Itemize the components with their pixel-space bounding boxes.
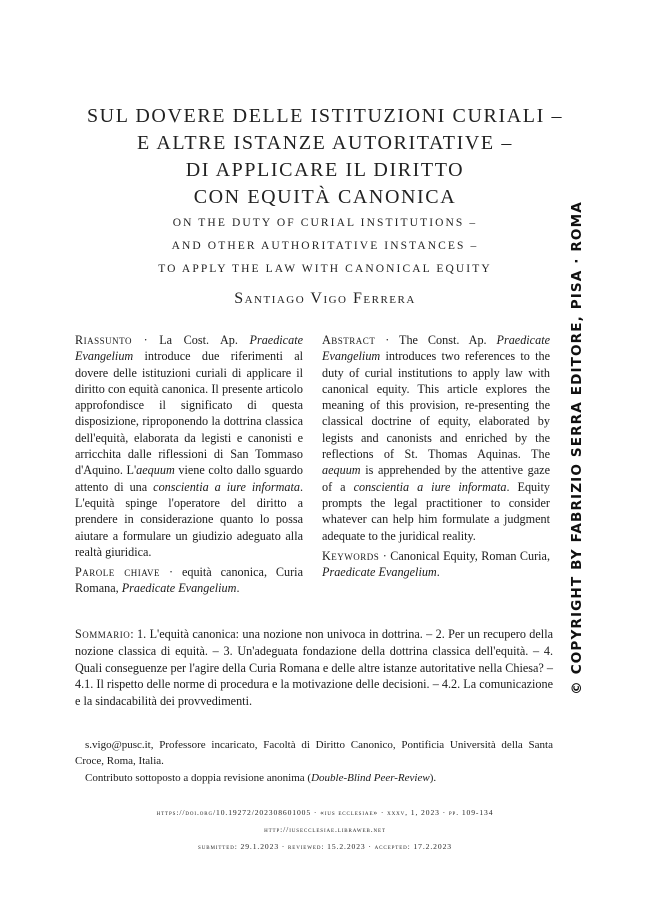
separator: · bbox=[379, 548, 391, 563]
keywords-text: Canonical Equity, Roman Curia, bbox=[390, 548, 551, 563]
keywords-italic: Praedicate Evangelium bbox=[322, 565, 437, 580]
title-line: DI APPLICARE IL DIRITTO bbox=[185, 159, 465, 181]
doi-line: https://doi.org/10.19272/202308601005 · «ius ecclesiae» · xxxv, 1, 2023 · pp. 109-134 bbox=[156, 808, 494, 817]
review-text: Contributo sottoposto a doppia revisione anonima ( bbox=[85, 772, 312, 784]
riassunto-italic: Praedicate Evangelium bbox=[75, 333, 303, 364]
separator: · bbox=[160, 565, 182, 580]
riassunto-text: . L'equità spinge l'operatore del diritto a prendere in considerazione quanto lo possa aiutare a formulare un giudizio adeguato alla realtà giuridica. bbox=[75, 479, 303, 559]
keywords-label: Keywords bbox=[322, 548, 380, 563]
parole-chiave-text: . bbox=[236, 581, 240, 596]
review-italic: Double-Blind Peer-Review bbox=[311, 772, 430, 784]
copyright-text: © COPYRIGHT BY FABRIZIO SERRA EDITORE, PISA · ROMA bbox=[569, 201, 585, 695]
riassunto-text: La Cost. Ap. bbox=[159, 333, 250, 347]
affiliation-note: s.vigo@pusc.it, Professore incaricato, Facoltà di Diritto Canonico, Pontificia Università della Santa Croce, Roma, Italia. bbox=[75, 739, 553, 767]
english-title bbox=[0, 212, 650, 281]
abstract-label: Abstract bbox=[322, 333, 376, 347]
subtitle-line: ON THE DUTY OF CURIAL INSTITUTIONS – bbox=[172, 217, 478, 229]
abstract-text: . Equity prompts the legal practitioner to consider whatever can help him formulate a judgment adequate to the juridical reality. bbox=[322, 479, 551, 543]
separator: · bbox=[131, 333, 160, 347]
parole-chiave-label: Parole chiave bbox=[75, 565, 161, 580]
separator: · bbox=[375, 333, 400, 347]
abstract-paragraph bbox=[322, 332, 550, 544]
title-line: E ALTRE ISTANZE AUTORITATIVE – bbox=[137, 132, 513, 154]
riassunto-italic: conscientia a iure informata bbox=[153, 479, 300, 494]
subtitle-line: TO APPLY THE LAW WITH CANONICAL EQUITY bbox=[158, 263, 492, 275]
copyright-notice bbox=[562, 201, 592, 695]
abstract-italic: conscientia a iure informata bbox=[353, 479, 507, 494]
abstract-text: The Const. Ap. bbox=[399, 333, 497, 347]
author-note bbox=[75, 738, 553, 787]
keywords-paragraph bbox=[322, 548, 550, 581]
italian-abstract-column bbox=[75, 332, 303, 597]
review-note bbox=[75, 771, 553, 787]
riassunto-paragraph bbox=[75, 332, 303, 560]
article-title bbox=[0, 103, 650, 211]
abstract-text: is apprehended by the attentive gaze of a bbox=[322, 463, 550, 494]
parole-chiave-paragraph bbox=[75, 564, 303, 597]
riassunto-text: viene colto dallo sguardo attento di una bbox=[75, 463, 303, 494]
abstract-italic: Praedicate Evangelium bbox=[322, 333, 550, 364]
riassunto-label: Riassunto bbox=[75, 333, 132, 347]
website-line: http://iusecclesiae.libraweb.net bbox=[264, 825, 386, 834]
keywords-text: . bbox=[436, 565, 440, 580]
title-line: SUL DOVERE DELLE ISTITUZIONI CURIALI – bbox=[86, 105, 564, 127]
abstract-text: introduces two references to the duty of curial institutions to apply law with canonical equity. This article explores the meaning of this provision, re-presenting the classical doctrine of equity, elaborated by legists and canonists and enriched by the reflections of St. Thomas Aquinas. The bbox=[322, 349, 550, 462]
table-of-contents bbox=[75, 626, 553, 710]
riassunto-italic: aequum bbox=[136, 463, 175, 478]
riassunto-text: introduce due riferimenti al dovere delle istituzioni curiali di applicare il diritto con equità canonica. Il presente articolo approfondisce il significato di questa disposizione, riproponendo la dottrina classica dell'equità, elaborata da legisti e canonisti e arricchita dalle riflessioni di San Tommaso d'Aquino. L' bbox=[75, 349, 303, 478]
dates-line: submitted: 29.1.2023 · reviewed: 15.2.2023 · accepted: 17.2.2023 bbox=[198, 842, 452, 851]
sommario-text: : 1. L'equità canonica: una nozione non univoca in dottrina. – 2. Per un recupero della nozione classica di equità. – 3. Un'adeguata fondazione della dottrina classica dell'equità. – 4. Quali conseguenze per l'agire della Curia Romana e delle altre istanze autoritative nella Chiesa? – 4.1. Il rispetto delle norme di procedura e la motivazione delle decisioni. – 4.2. La comunicazione e la sindacabilità dei provvedimenti. bbox=[75, 627, 553, 709]
english-abstract-column bbox=[322, 332, 550, 580]
title-line: CON EQUITÀ CANONICA bbox=[193, 186, 457, 208]
author-name: Santiago Vigo Ferrera bbox=[234, 290, 416, 307]
parole-chiave-italic: Praedicate Evangelium bbox=[121, 581, 237, 596]
parole-chiave-text: equità canonica, Curia Romana, bbox=[75, 565, 303, 596]
sommario-label: Sommario bbox=[75, 627, 131, 641]
abstract-italic: aequum bbox=[322, 463, 361, 478]
subtitle-line: AND OTHER AUTHORITATIVE INSTANCES – bbox=[171, 240, 479, 252]
publication-footer bbox=[0, 804, 650, 855]
review-text: ). bbox=[429, 772, 437, 784]
